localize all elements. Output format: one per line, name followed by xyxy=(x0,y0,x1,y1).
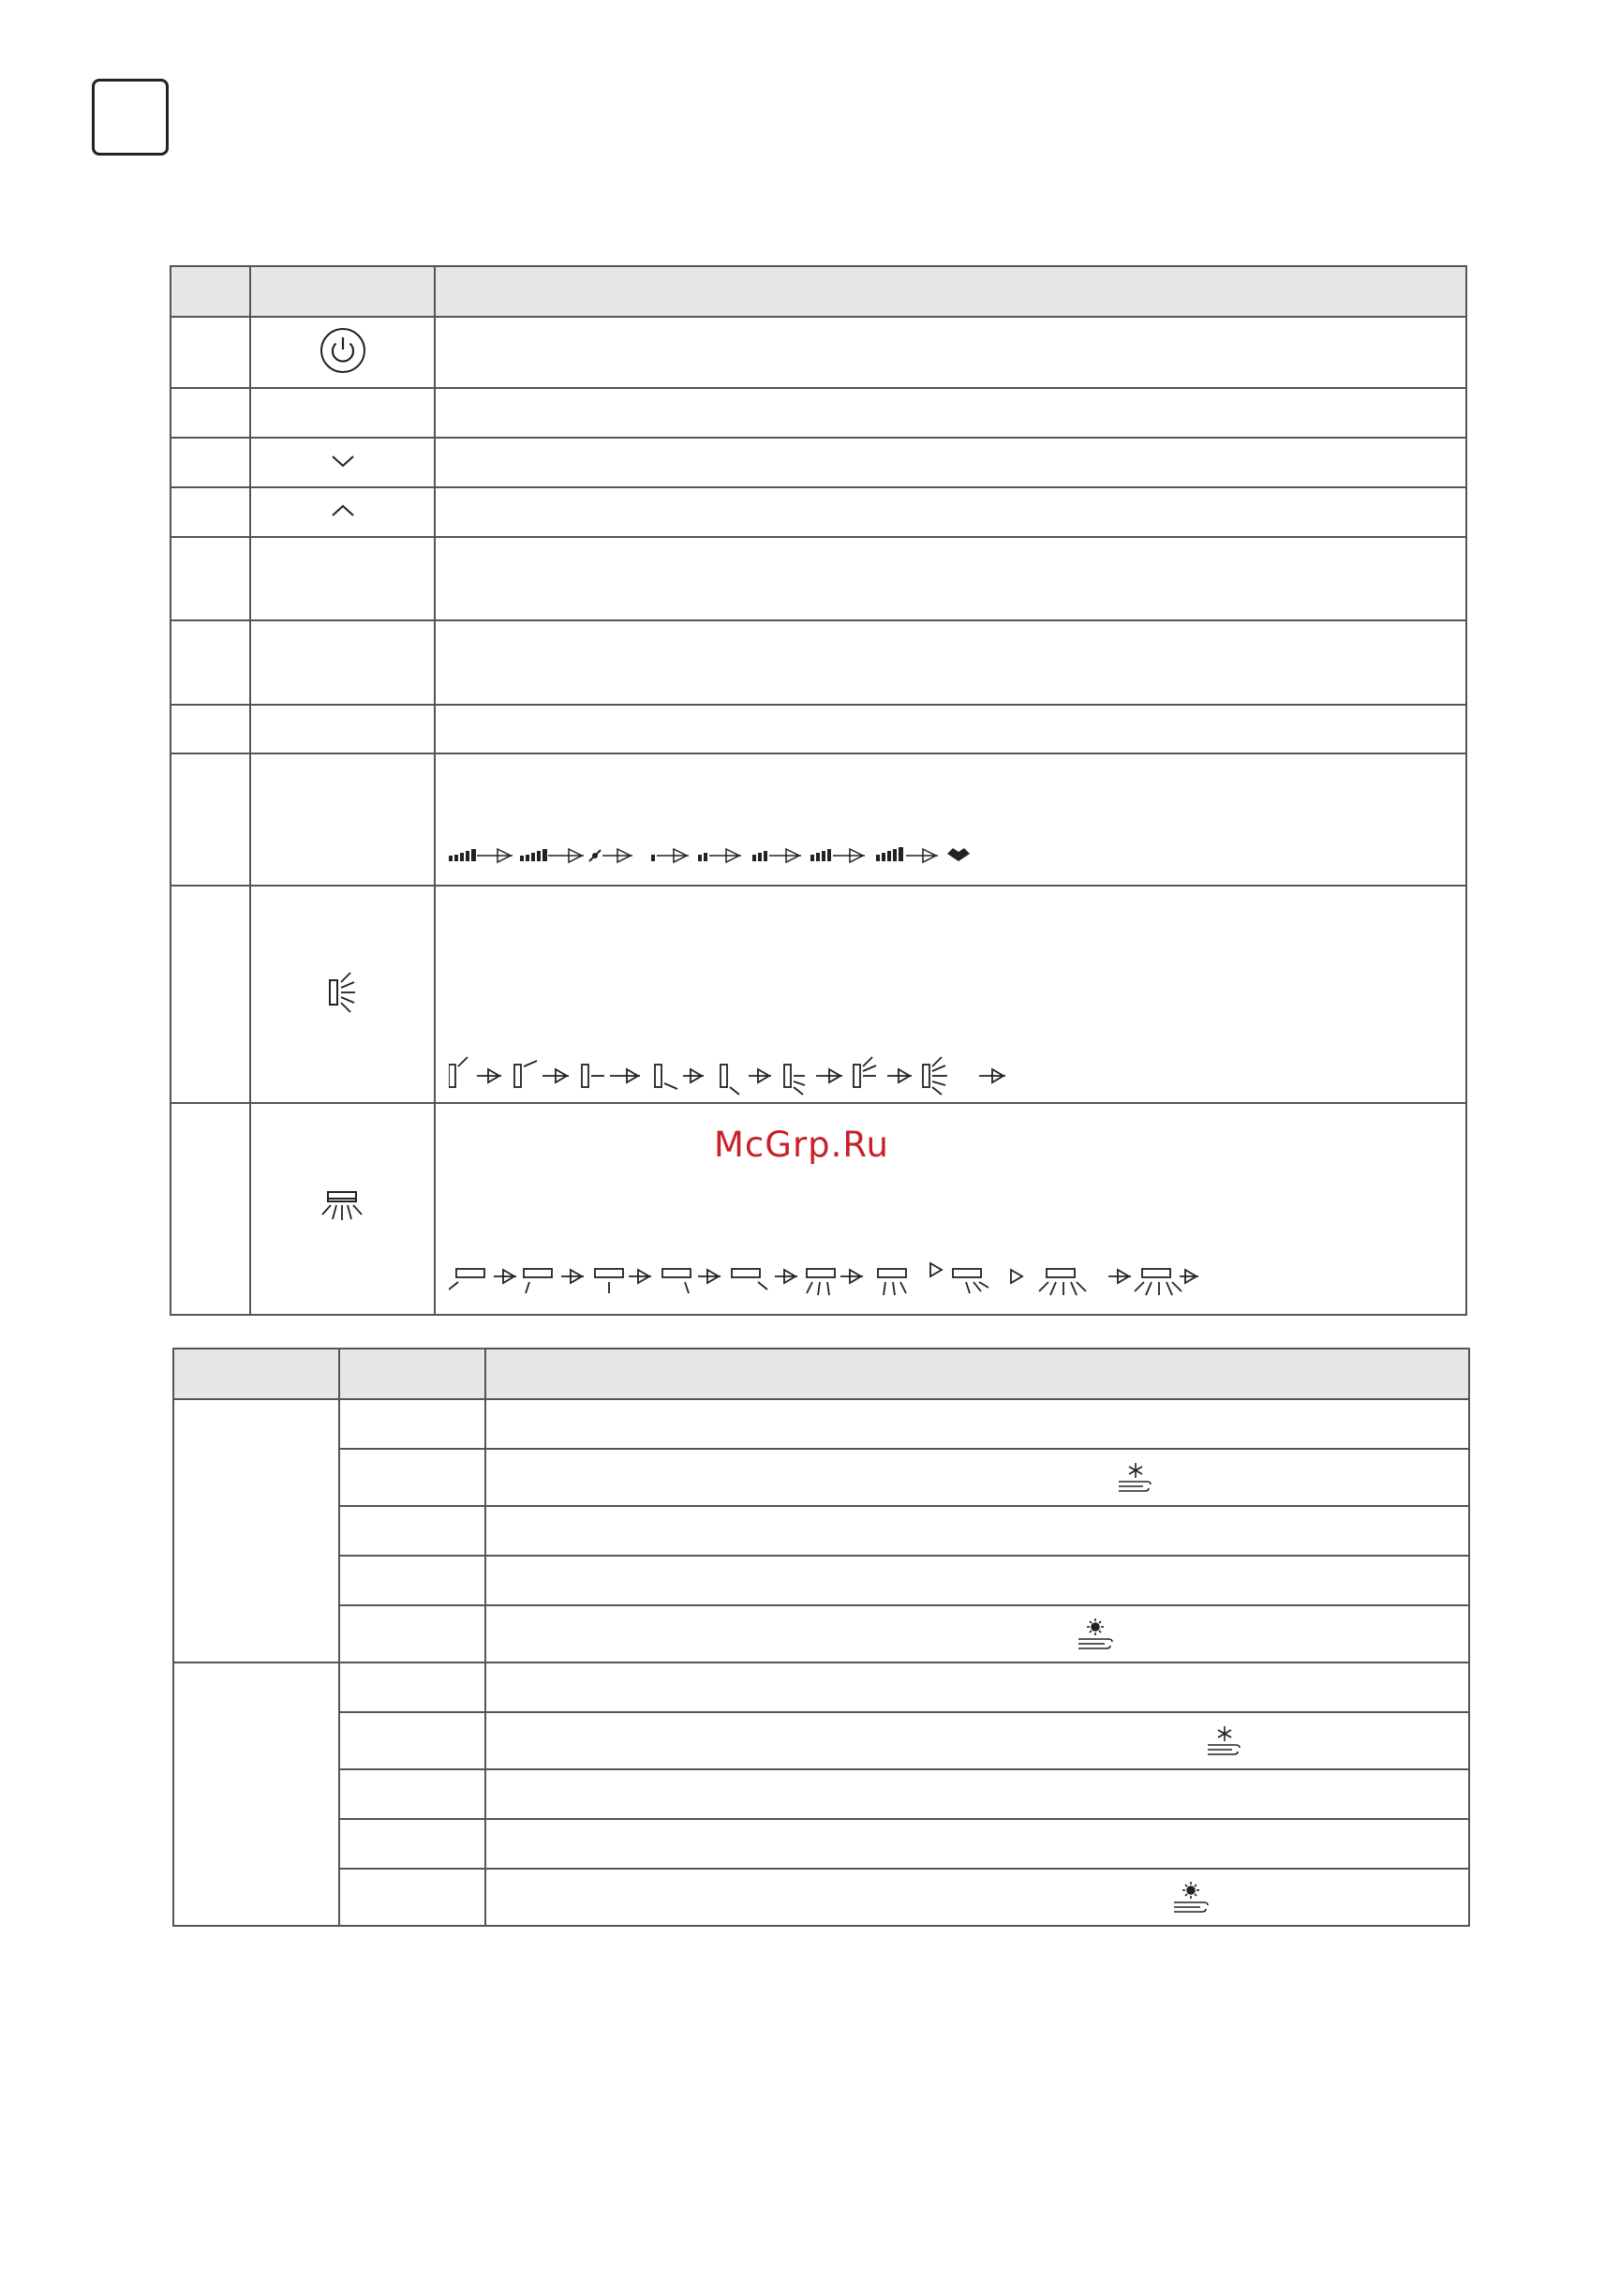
table-row xyxy=(171,487,1466,537)
table-row xyxy=(173,1819,1469,1869)
snowflake-wind-icon xyxy=(1206,1724,1243,1758)
table-row xyxy=(173,1556,1469,1605)
group-cell xyxy=(173,1662,339,1926)
group-cell xyxy=(173,1399,339,1662)
sun-wind-icon xyxy=(1077,1618,1116,1651)
sun-wind-icon xyxy=(1172,1881,1211,1915)
table-row xyxy=(173,1712,1469,1769)
table-header-row xyxy=(173,1349,1469,1399)
table-row xyxy=(171,388,1466,438)
table-row xyxy=(173,1506,1469,1556)
chevron-up-icon xyxy=(331,503,355,518)
fan-speed-sequence-icons xyxy=(449,842,973,871)
table-row xyxy=(173,1662,1469,1712)
snowflake-wind-icon xyxy=(1117,1461,1154,1495)
table-row xyxy=(173,1605,1469,1662)
header-cell-no xyxy=(171,266,250,317)
table-row xyxy=(171,753,1466,886)
table-row xyxy=(173,1399,1469,1449)
horizontal-swing-icon xyxy=(320,1190,366,1224)
table-row xyxy=(171,537,1466,620)
table-row xyxy=(171,620,1466,705)
table-row xyxy=(171,317,1466,388)
vertical-swing-icon xyxy=(324,969,362,1016)
header-cell-description xyxy=(485,1349,1469,1399)
header-cell-function xyxy=(435,266,1466,317)
table-row xyxy=(171,705,1466,753)
header-cell-button xyxy=(250,266,435,317)
table-row xyxy=(173,1449,1469,1506)
table-row xyxy=(171,886,1466,1103)
vertical-louver-sequence-icons xyxy=(449,1055,1030,1096)
header-cell-mode xyxy=(339,1349,485,1399)
power-icon xyxy=(319,326,367,375)
horizontal-louver-sequence-icons xyxy=(449,1261,1198,1299)
table-header-row xyxy=(171,266,1466,317)
table-row xyxy=(173,1869,1469,1926)
mode-settings-table xyxy=(172,1348,1470,1927)
page-number-badge xyxy=(92,79,169,156)
watermark-text: McGrp.Ru xyxy=(714,1125,889,1165)
table-row xyxy=(171,438,1466,487)
chevron-down-icon xyxy=(331,454,355,469)
table-row xyxy=(173,1769,1469,1819)
header-cell-group xyxy=(173,1349,339,1399)
